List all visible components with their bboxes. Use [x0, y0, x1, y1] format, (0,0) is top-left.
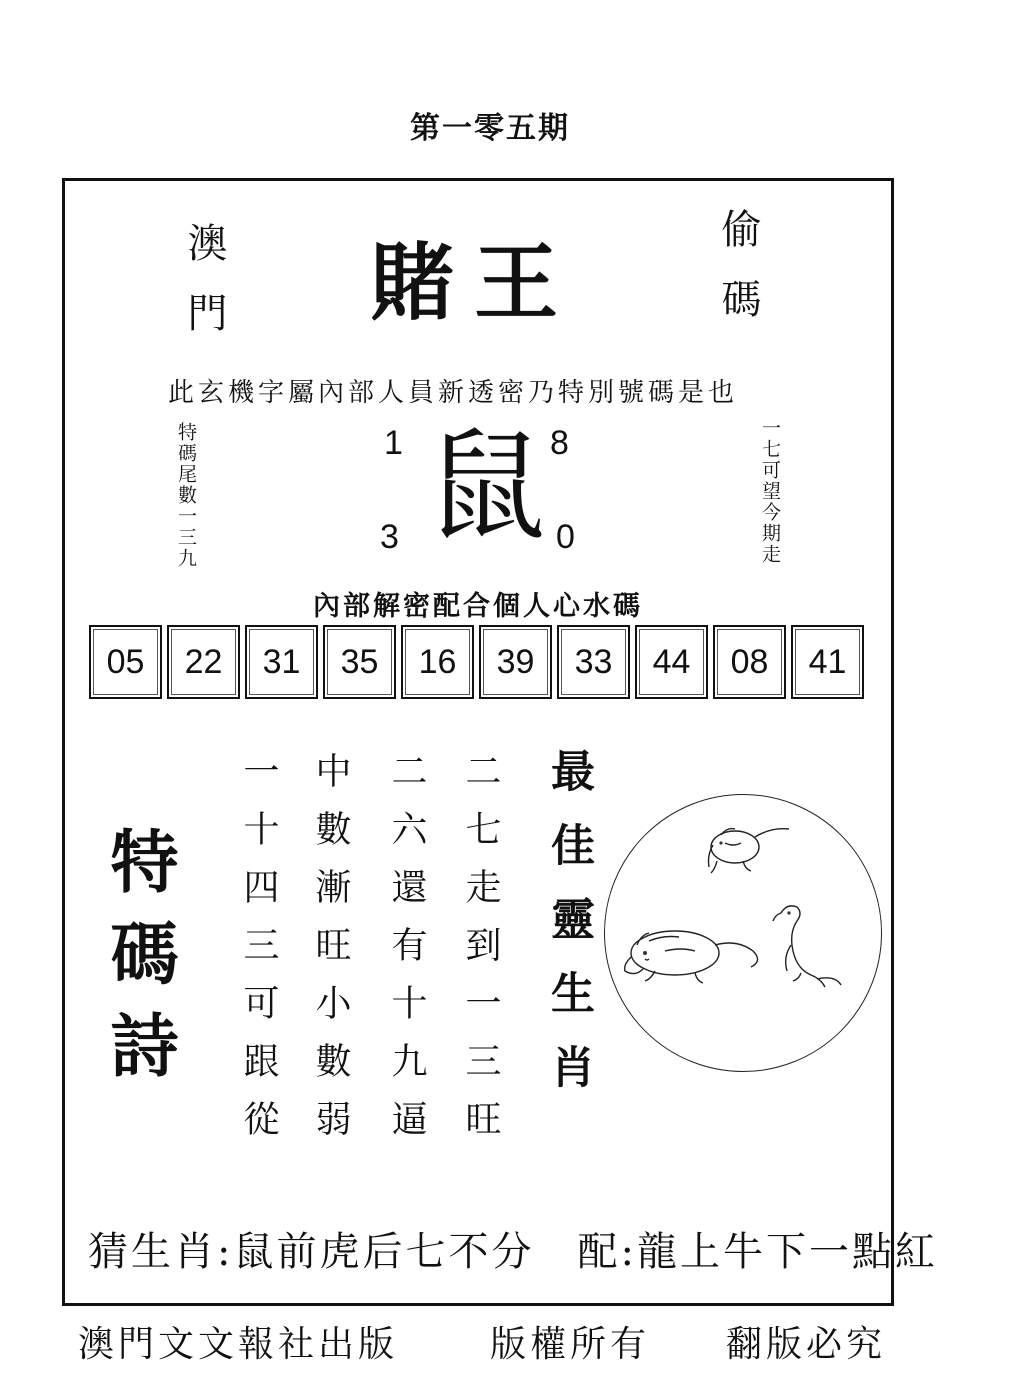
issue-title: 第一零五期: [410, 111, 570, 146]
number-row: [89, 625, 864, 701]
number-box: 33: [557, 625, 630, 699]
number-box: 05: [89, 625, 162, 699]
number-box: 39: [479, 625, 552, 699]
secret-line: 此玄機字屬內部人員新透密乃特別號碼是也: [168, 378, 739, 408]
mix-numbers-title: 內部解密配合個人心水碼: [313, 591, 643, 622]
digit-top-left: 1: [384, 424, 403, 462]
footer-piracy-notice: 翻版必究: [726, 1324, 887, 1365]
best-zodiac-title: 最佳靈生肖: [543, 748, 594, 1118]
rat-illustration: [604, 794, 882, 1072]
zodiac-character: 鼠: [426, 418, 546, 557]
digit-bottom-left: 3: [380, 518, 399, 556]
poem-column-4: 二七走到一三旺: [460, 752, 501, 1158]
side-note-right: 一七可望今期走: [759, 418, 781, 565]
main-title: 賭王: [370, 234, 579, 332]
poem-title: 特碼詩: [99, 826, 178, 1102]
number-box: 35: [323, 625, 396, 699]
poem-column-1: 一十四三可跟從: [238, 752, 279, 1158]
corner-label-left: 澳門: [181, 222, 227, 362]
guess-zodiac-line: 猜生肖:鼠前虎后七不分 配:龍上牛下一點紅: [88, 1229, 938, 1275]
number-box: 44: [635, 625, 708, 699]
number-box: 16: [401, 625, 474, 699]
poem-column-3: 二六還有十九逼: [386, 752, 427, 1158]
side-note-left: 特碼尾數一三九: [175, 422, 197, 569]
corner-label-right: 偷碼: [715, 208, 761, 348]
number-box: 41: [791, 625, 864, 699]
rat-drawing: [605, 795, 882, 1072]
digit-top-right: 8: [550, 424, 569, 462]
digit-bottom-right: 0: [556, 518, 575, 556]
poem-column-2: 中數漸旺小數弱: [310, 752, 351, 1158]
footer-publisher: 澳門文文報社出版: [78, 1324, 399, 1365]
number-box: 31: [245, 625, 318, 699]
footer-copyright: 版權所有: [490, 1324, 651, 1365]
number-box: 22: [167, 625, 240, 699]
number-box: 08: [713, 625, 786, 699]
